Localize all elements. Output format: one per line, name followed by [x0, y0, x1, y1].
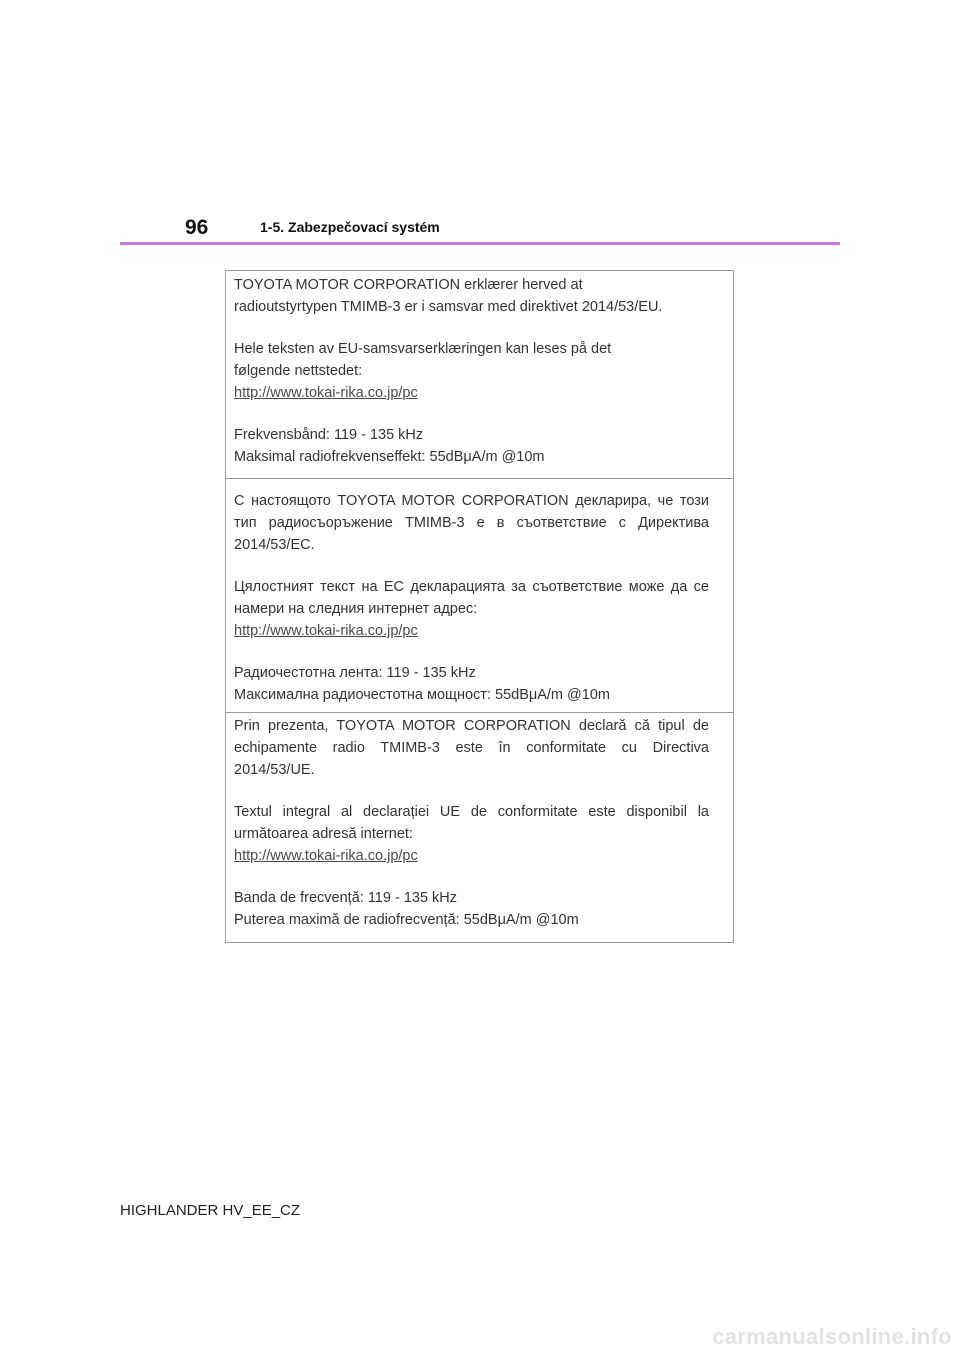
- section-title: 1-5. Zabezpečovací systém: [260, 219, 440, 235]
- model-code: HIGHLANDER HV_EE_CZ: [120, 1202, 301, 1219]
- frequency-band: Banda de frecvență: 119 - 135 kHz: [234, 890, 458, 906]
- fulltext-intro: Цялостният текст на ЕС декларацията за съответствие може да се намери на следния интернет адрес:: [234, 579, 709, 617]
- fulltext-intro: Textul integral al declarației UE de conformitate este disponibil la următoarea adresă internet:: [234, 804, 709, 842]
- declaration-link[interactable]: http://www.tokai-rika.co.jp/pc: [234, 385, 418, 401]
- header-divider: [120, 242, 840, 245]
- watermark: carmanualsonline.info: [712, 1324, 952, 1349]
- statement-line-1: TOYOTA MOTOR CORPORATION erklærer herved at: [234, 277, 583, 293]
- declaration-link[interactable]: http://www.tokai-rika.co.jp/pc: [234, 623, 418, 639]
- statement-line-2: radioutstyrtypen TMIMB-3 er i samsvar med direktivet 2014/53/EU.: [234, 299, 663, 315]
- statement: Prin prezenta, TOYOTA MOTOR CORPORATION declară că tipul de echipamente radio TMIMB-3 este în conformitate cu Directiva 2014/53/UE.: [234, 718, 709, 778]
- declaration-box: [225, 270, 734, 943]
- frequency-band: Frekvensbånd: 119 - 135 kHz: [234, 427, 424, 443]
- declaration-link[interactable]: http://www.tokai-rika.co.jp/pc: [234, 848, 418, 864]
- page-number: 96: [185, 216, 209, 239]
- declaration-danish: [226, 271, 733, 478]
- declaration-bulgarian: [226, 478, 733, 712]
- fulltext-intro: Hele teksten av EU-samsvarserklæringen kan leses på det følgende nettstedet:: [234, 341, 612, 379]
- statement: С настоящото TOYOTA MOTOR CORPORATION декларира, че този тип радиосъоръжение TMIMB-3 е в съответствие с Директива 2014/53/ЕС.: [234, 493, 709, 553]
- declaration-romanian: [226, 712, 733, 943]
- max-power: Maksimal radiofrekvenseffekt: 55dBμA/m @10m: [234, 449, 545, 465]
- max-power: Максимална радиочестотна мощност: 55dBμA/m @10m: [234, 687, 610, 703]
- max-power: Puterea maximă de radiofrecvență: 55dBμA/m @10m: [234, 912, 579, 928]
- frequency-band: Радиочестотна лента: 119 - 135 kHz: [234, 665, 476, 681]
